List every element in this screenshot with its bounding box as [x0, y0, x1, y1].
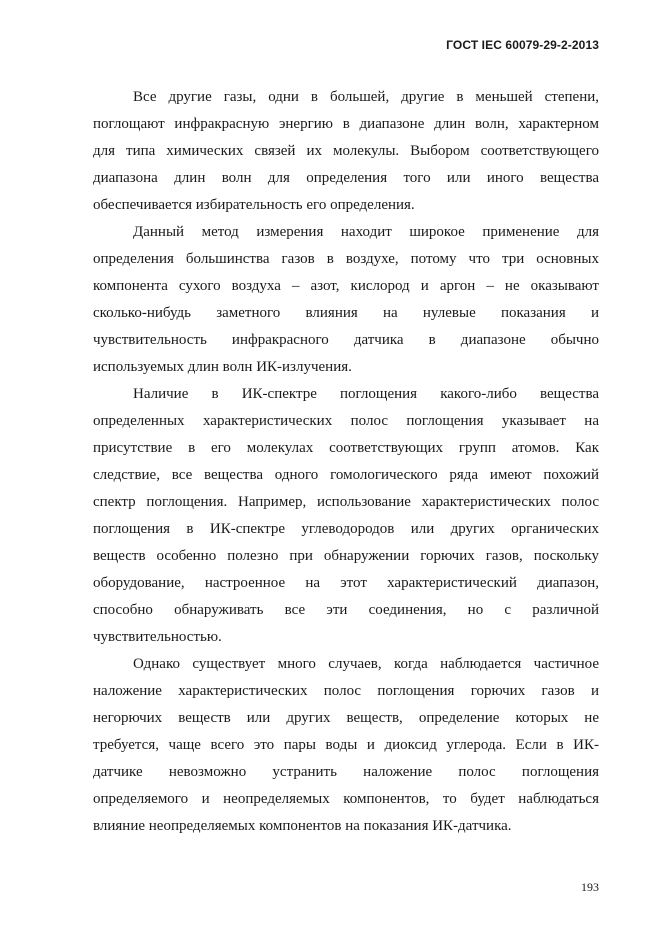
paragraph-2-line-6: используемых длин волн ИК-излучения.	[93, 359, 352, 375]
paragraph-3-line-9: способно обнаруживать все эти соединения, но с различной	[93, 602, 599, 618]
paragraph-3-line-6: поглощения в ИК-спектре углеводородов или других органических	[93, 521, 599, 537]
paragraph-4-line-6: определяемого и неопределяемых компонентов, то будет наблюдаться	[93, 791, 599, 807]
paragraph-3-line-1: Наличие в ИК-спектре поглощения какого-либо вещества	[133, 386, 599, 402]
paragraph-3-line-4: следствие, все вещества одного гомологического ряда имеют похожий	[93, 467, 599, 483]
paragraph-4-line-3: негорючих веществ или других веществ, определение которых не	[93, 710, 599, 726]
paragraph-1-line-3: для типа химических связей их молекулы. Выбором соответствующего	[93, 143, 599, 159]
paragraph-1-line-4: диапазона длин волн для определения того или иного вещества	[93, 170, 599, 186]
paragraph-2-line-4: сколько-нибудь заметного влияния на нулевые показания и	[93, 305, 599, 321]
paragraph-2-line-5: чувствительность инфракрасного датчика в диапазоне обычно	[93, 332, 599, 348]
paragraph-4-line-4: требуется, чаще всего это пары воды и диоксид углерода. Если в ИК-	[93, 737, 599, 753]
paragraph-3-line-2: определенных характеристических полос поглощения указывает на	[93, 413, 599, 429]
paragraph-3-line-10: чувствительностью.	[93, 629, 222, 645]
page-number: 193	[581, 880, 599, 894]
document-body	[93, 84, 599, 840]
paragraph-1-line-1: Все другие газы, одни в большей, другие в меньшей степени,	[133, 89, 599, 105]
paragraph-4-line-2: наложение характеристических полос поглощения горючих газов и	[93, 683, 599, 699]
paragraph-4-line-1: Однако существует много случаев, когда наблюдается частичное	[133, 656, 599, 672]
paragraph-4-line-7: влияние неопределяемых компонентов на показания ИК-датчика.	[93, 818, 512, 834]
paragraph-2-line-3: компонента сухого воздуха – азот, кислород и аргон – не оказывают	[93, 278, 599, 294]
paragraph-3-line-8: оборудование, настроенное на этот характеристический диапазон,	[93, 575, 599, 591]
paragraph-3-line-3: присутствие в его молекулах соответствующих групп атомов. Как	[93, 440, 599, 456]
paragraph-3-line-7: веществ особенно полезно при обнаружении горючих газов, поскольку	[93, 548, 599, 564]
paragraph-1-line-2: поглощают инфракрасную энергию в диапазоне длин волн, характерном	[93, 116, 599, 132]
paragraph-2-line-1: Данный метод измерения находит широкое применение для	[133, 224, 599, 240]
document-header-standard: ГОСТ IEC 60079-29-2-2013	[446, 38, 599, 52]
paragraph-2-line-2: определения большинства газов в воздухе, потому что три основных	[93, 251, 599, 267]
paragraph-3-line-5: спектр поглощения. Например, использование характеристических полос	[93, 494, 599, 510]
paragraph-4-line-5: датчике невозможно устранить наложение полос поглощения	[93, 764, 599, 780]
paragraph-1-line-5: обеспечивается избирательность его определения.	[93, 197, 415, 213]
